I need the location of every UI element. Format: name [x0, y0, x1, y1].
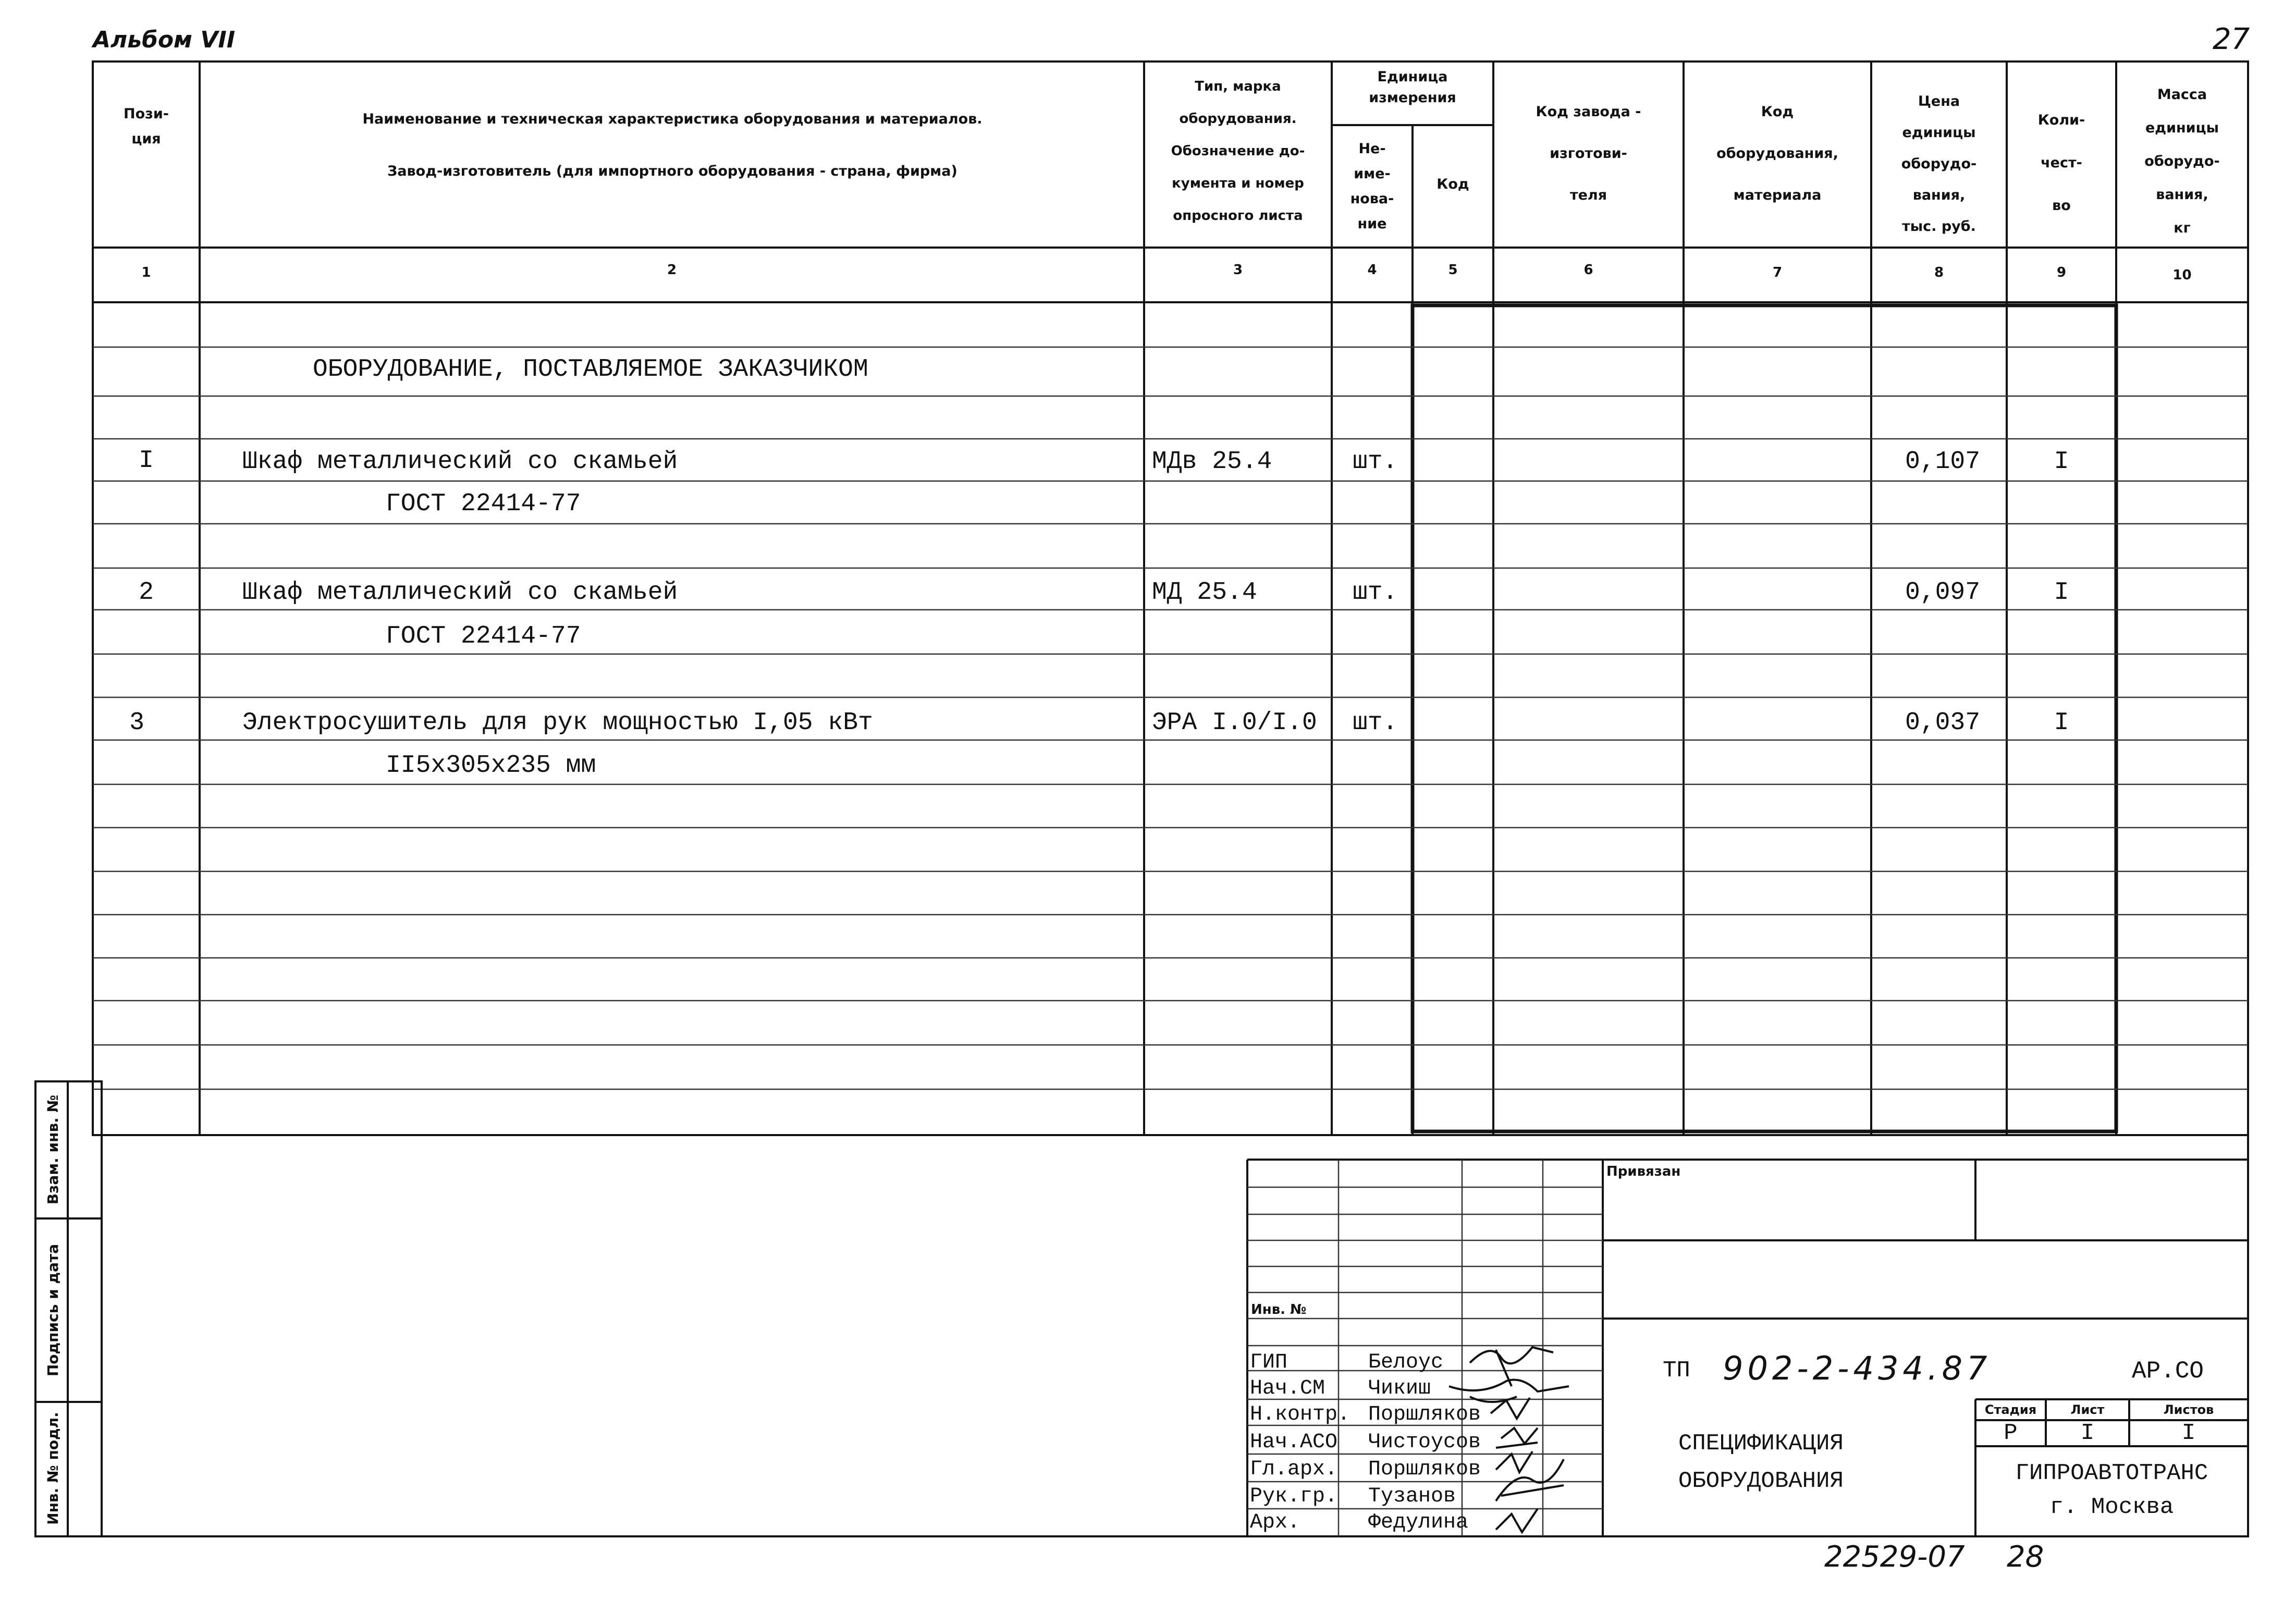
stamp-name: Чикиш — [1368, 1377, 1431, 1400]
item-quantity: I — [2054, 448, 2069, 476]
colnum-1: 1 — [141, 265, 151, 280]
header-price: Цена единицы оборудо- вания, тыс. руб. — [1901, 93, 1977, 235]
item-name: Шкаф металлический со скамьей — [242, 448, 678, 476]
doc-title-line1: СПЕЦИФИКАЦИЯ — [1678, 1431, 1844, 1457]
org-city: г. Москва — [2049, 1494, 2174, 1520]
stamp-role: Н.контр. — [1250, 1403, 1350, 1426]
side-label-inv: Инв. № подл. — [44, 1412, 62, 1525]
page-number: 27 — [2213, 22, 2250, 56]
item-position: 3 — [129, 709, 144, 737]
header-unit-code: Код — [1436, 176, 1469, 192]
item-type: МД 25.4 — [1152, 578, 1257, 607]
colnum-9: 9 — [2056, 265, 2067, 280]
item-unit: шт. — [1353, 448, 1398, 476]
stamp-privyazan: Привязан — [1606, 1164, 1681, 1179]
sheet-label: Лист — [2070, 1402, 2105, 1417]
header-equipment-code: Код оборудования, материала — [1716, 104, 1838, 203]
header-mass: Масса единицы оборудо- вания, кг — [2144, 87, 2220, 236]
header-type: Тип, марка оборудования. Обозначение до- кумента и номер опросного листа — [1171, 79, 1305, 224]
header-name-line1: Наименование и техническая характеристика оборудования и материалов. — [362, 111, 983, 127]
header-factory-code: Код завода - изготови- теля — [1536, 104, 1641, 203]
doc-prefix: ТП — [1663, 1358, 1690, 1384]
stamp-role: Нач.СМ — [1250, 1377, 1325, 1400]
stage-value: Р — [2004, 1420, 2018, 1446]
item-standard: ГОСТ 22414-77 — [386, 622, 581, 650]
item-quantity: I — [2054, 578, 2069, 607]
header-unit-name: Не- име- нова- ние — [1350, 141, 1394, 232]
stamp-role: Нач.АСО — [1250, 1431, 1338, 1454]
footer-number: 22529-07 — [1824, 1540, 1965, 1574]
header-position: Пози- ция — [124, 106, 169, 147]
stamp-role: Рук.гр. — [1250, 1485, 1338, 1508]
header-quantity: Коли- чест- во — [2037, 112, 2085, 214]
sheets-label: Листов — [2163, 1402, 2214, 1417]
stamp-name: Белоус — [1368, 1351, 1444, 1374]
org-name: ГИПРОАВТОТРАНС — [2015, 1460, 2208, 1486]
item-standard: II5x305x235 мм — [386, 752, 596, 780]
item-position: I — [139, 447, 154, 475]
stamp-role: Гл.арх. — [1250, 1458, 1338, 1481]
colnum-7: 7 — [1772, 265, 1783, 280]
item-standard: ГОСТ 22414-77 — [386, 490, 581, 518]
header-unit: Единица измерения — [1369, 69, 1456, 106]
item-type: ЭРА I.0/I.0 — [1152, 709, 1317, 737]
album-label: Альбом VII — [93, 27, 236, 53]
item-position: 2 — [139, 578, 154, 607]
stamp-name: Поршляков — [1368, 1458, 1481, 1481]
colnum-8: 8 — [1934, 265, 1944, 280]
stamp-name: Федулина — [1368, 1511, 1469, 1534]
stamp-role: Арх. — [1250, 1511, 1300, 1534]
header-name-line2: Завод-изготовитель (для импортного оборудования - страна, фирма) — [387, 163, 957, 179]
item-name: Электросушитель для рук мощностью I,05 кВт — [242, 709, 873, 737]
doc-number: 902-2-434.87 — [1723, 1349, 1992, 1387]
item-price: 0,107 — [1905, 448, 1981, 476]
stamp-name: Тузанов — [1368, 1485, 1456, 1508]
sheets-value: I — [2181, 1420, 2196, 1446]
section-title: ОБОРУДОВАНИЕ, ПОСТАВЛЯЕМОЕ ЗАКАЗЧИКОМ — [313, 355, 868, 384]
footer-page: 28 — [2007, 1540, 2044, 1574]
item-unit: шт. — [1353, 709, 1398, 737]
colnum-3: 3 — [1233, 262, 1243, 278]
item-unit: шт. — [1353, 578, 1398, 607]
item-price: 0,037 — [1905, 709, 1981, 737]
sheet-value: I — [2080, 1420, 2095, 1446]
item-quantity: I — [2054, 709, 2069, 737]
stamp-inv-no: Инв. № — [1251, 1302, 1307, 1317]
colnum-10: 10 — [2172, 267, 2192, 283]
colnum-5: 5 — [1448, 262, 1458, 278]
side-label-vzam: Взам. инв. № — [44, 1094, 62, 1205]
doc-suffix: АР.СО — [2132, 1358, 2204, 1385]
stage-label: Стадия — [1984, 1402, 2037, 1417]
stamp-name: Чистоусов — [1368, 1431, 1481, 1454]
doc-title-line2: ОБОРУДОВАНИЯ — [1678, 1468, 1844, 1494]
colnum-2: 2 — [667, 262, 677, 278]
item-type: МДв 25.4 — [1152, 448, 1272, 476]
colnum-6: 6 — [1583, 262, 1593, 278]
item-name: Шкаф металлический со скамьей — [242, 578, 678, 607]
item-price: 0,097 — [1905, 578, 1981, 607]
colnum-4: 4 — [1367, 262, 1377, 278]
stamp-role: ГИП — [1250, 1351, 1288, 1374]
stamp-name: Поршляков — [1368, 1403, 1481, 1426]
side-label-signature: Подпись и дата — [44, 1243, 62, 1377]
